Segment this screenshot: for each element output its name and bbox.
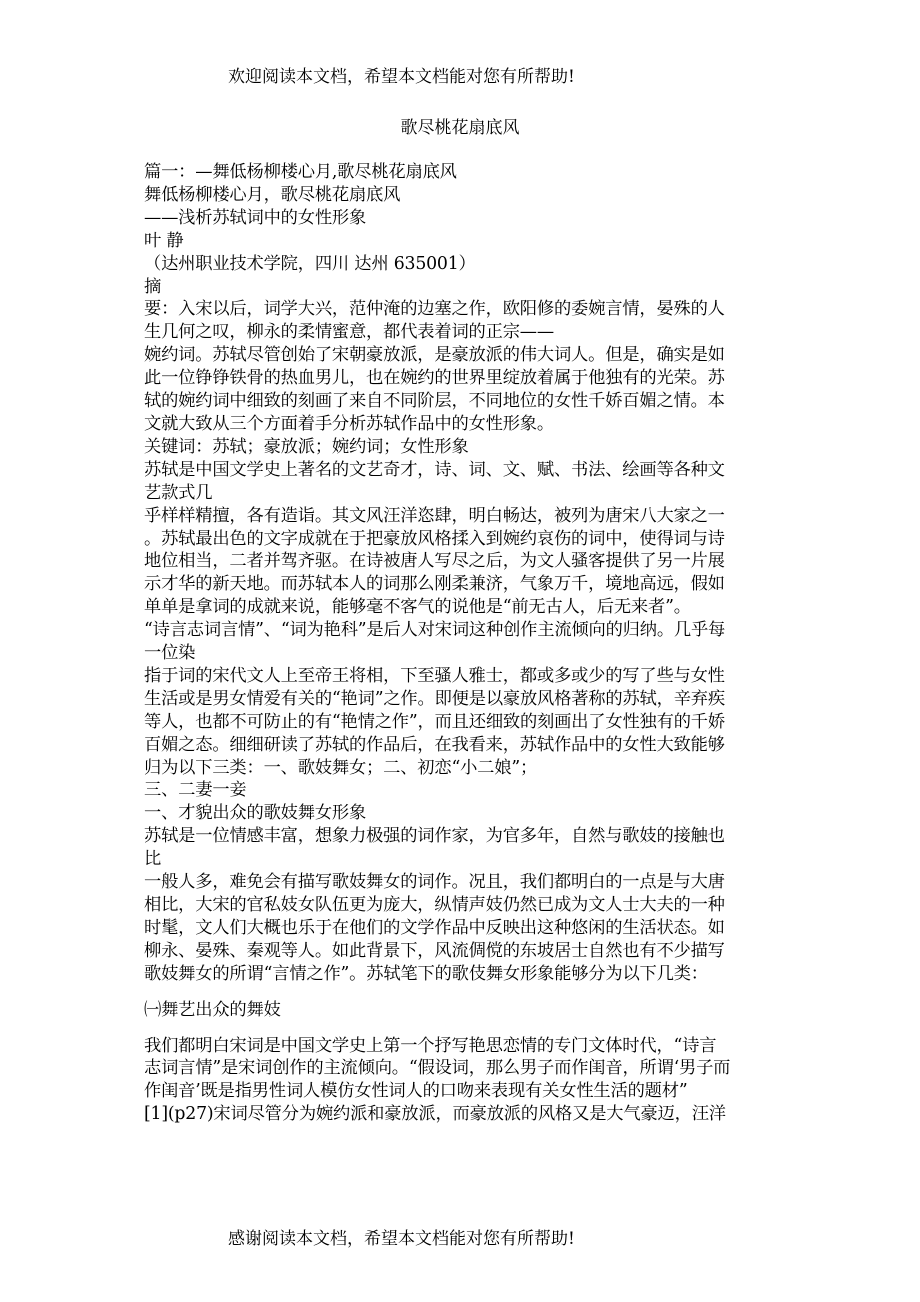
document-body: [144, 161, 784, 1126]
text-line: 相比，大宋的官私妓女队伍更为庞大，纵情声妓仍然已成为文人士大夫的一种: [144, 895, 725, 915]
text-line: 地位相当，二者并驾齐驱。在诗被唐人写尽之后，为文人骚客提供了另一片展: [144, 551, 725, 572]
text-line: 乎样样精擅，各有造诣。其文风汪洋恣肆，明白畅达，被列为唐宋八大家之一: [144, 505, 725, 526]
text-line: 歌妓舞女的所谓“言情之作”。苏轼笔下的歌伎舞女形象能够分为以下几类：: [144, 963, 708, 984]
text-line: 我们都明白宋词是中国文学史上第一个抒写艳思恋情的专门文体时代，“诗言: [144, 1035, 717, 1056]
text-line: 艺款式几: [144, 482, 213, 503]
text-line: 舞低杨柳楼心月，歌尽桃花扇底风: [144, 184, 401, 205]
text-line: 作闺音’既是指男性词人模仿女性词人的口吻来表现有关女性生活的题材”: [144, 1081, 688, 1102]
subsection-heading: ㈠舞艺出众的舞妓: [144, 999, 281, 1020]
text-line: 一般人多，难免会有描写歌妓舞女的词作。况且，我们都明白的一点是与大唐: [144, 872, 725, 893]
text-line: 。苏轼最出色的文字成就在于把豪放风格揉入到婉约哀伤的词中，使得词与诗: [144, 528, 725, 549]
page-header: 欢迎阅读本文档，希望本文档能对您有所帮助!: [228, 67, 575, 87]
text-line: 时髦，文人们大概也乐于在他们的文学作品中反映出这种悠闲的生活状态。如: [144, 917, 725, 938]
text-line: 生活或是男女情爱有关的“艳词”之作。即便是以豪放风格著称的苏轼，辛弃疾: [144, 688, 725, 709]
text-line: 文就大致从三个方面着手分析苏轼作品中的女性形象。: [144, 413, 554, 434]
text-line: 志词言情”是宋词创作的主流倾向。“假设词，那么男子而作闺音，所谓‘男子而: [144, 1058, 731, 1079]
text-line: 三、二妻一妾: [144, 780, 247, 801]
text-line: 生几何之叹，柳永的柔情蜜意，都代表着词的正宗——: [144, 322, 554, 343]
text-line: 要：入宋以后，词学大兴，范仲淹的边塞之作，欧阳修的委婉言情，晏殊的人: [144, 299, 725, 320]
text-line: [1](p27)宋词尽管分为婉约派和豪放派，而豪放派的风格又是大气豪迈，汪洋: [144, 1104, 726, 1125]
text-line: 苏轼是中国文学史上著名的文艺奇才，诗、词、文、赋、书法、绘画等各种文: [144, 459, 725, 480]
text-line: 摘: [144, 276, 162, 297]
text-line: 示才华的新天地。而苏轼本人的词那么刚柔兼济，气象万千，境地高远，假如: [144, 574, 725, 595]
text-line: 单单是拿词的成就来说，能够毫不客气的说他是“前无古人，后无来者”。: [144, 597, 691, 618]
author-affiliation: （达州职业技术学院，四川 达州 635001）: [144, 253, 476, 274]
text-line: ——浅析苏轼词中的女性形象: [144, 207, 367, 228]
text-line: 比: [144, 849, 162, 870]
text-line: 苏轼是一位情感丰富，想象力极强的词作家，为官多年，自然与歌妓的接触也: [144, 826, 725, 847]
keywords-line: 关键词：苏轼；豪放派；婉约词；女性形象: [144, 436, 469, 457]
text-line: 百媚之态。细细研读了苏轼的作品后，在我看来，苏轼作品中的女性大致能够: [144, 734, 725, 755]
document-title: 歌尽桃花扇底风: [400, 118, 520, 138]
text-line: 篇一：—舞低杨柳楼心月,歌尽桃花扇底风: [144, 162, 457, 182]
page-footer: 感谢阅读本文档，希望本文档能对您有所帮助!: [228, 1229, 575, 1249]
text-line: 轼的婉约词中细致的刻画了来自不同阶层，不同地位的女性千娇百媚之情。本: [144, 391, 725, 412]
author-name: 叶 静: [144, 230, 184, 251]
section-heading: 一、才貌出众的歌妓舞女形象: [144, 803, 367, 824]
text-line: 此一位铮铮铁骨的热血男儿，也在婉约的世界里绽放着属于他独有的光荣。苏: [144, 368, 725, 389]
text-line: 归为以下三类：一、歌妓舞女；二、初恋“小二娘”；: [144, 757, 538, 778]
text-line: 婉约词。苏轼尽管创始了宋朝豪放派，是豪放派的伟大词人。但是，确实是如: [144, 345, 725, 366]
text-line: “诗言志词言情”、“词为艳科”是后人对宋词这种创作主流倾向的归纳。几乎每: [144, 620, 726, 641]
text-line: 指于词的宋代文人上至帝王将相，下至骚人雅士，都或多或少的写了些与女性: [144, 665, 725, 686]
text-line: 柳永、晏殊、秦观等人。如此背景下，风流倜傥的东坡居士自然也有不少描写: [144, 940, 725, 961]
text-line: 一位染: [144, 643, 196, 664]
text-line: 等人，也都不可防止的有“艳情之作”，而且还细致的刻画出了女性独有的千娇: [144, 711, 725, 732]
